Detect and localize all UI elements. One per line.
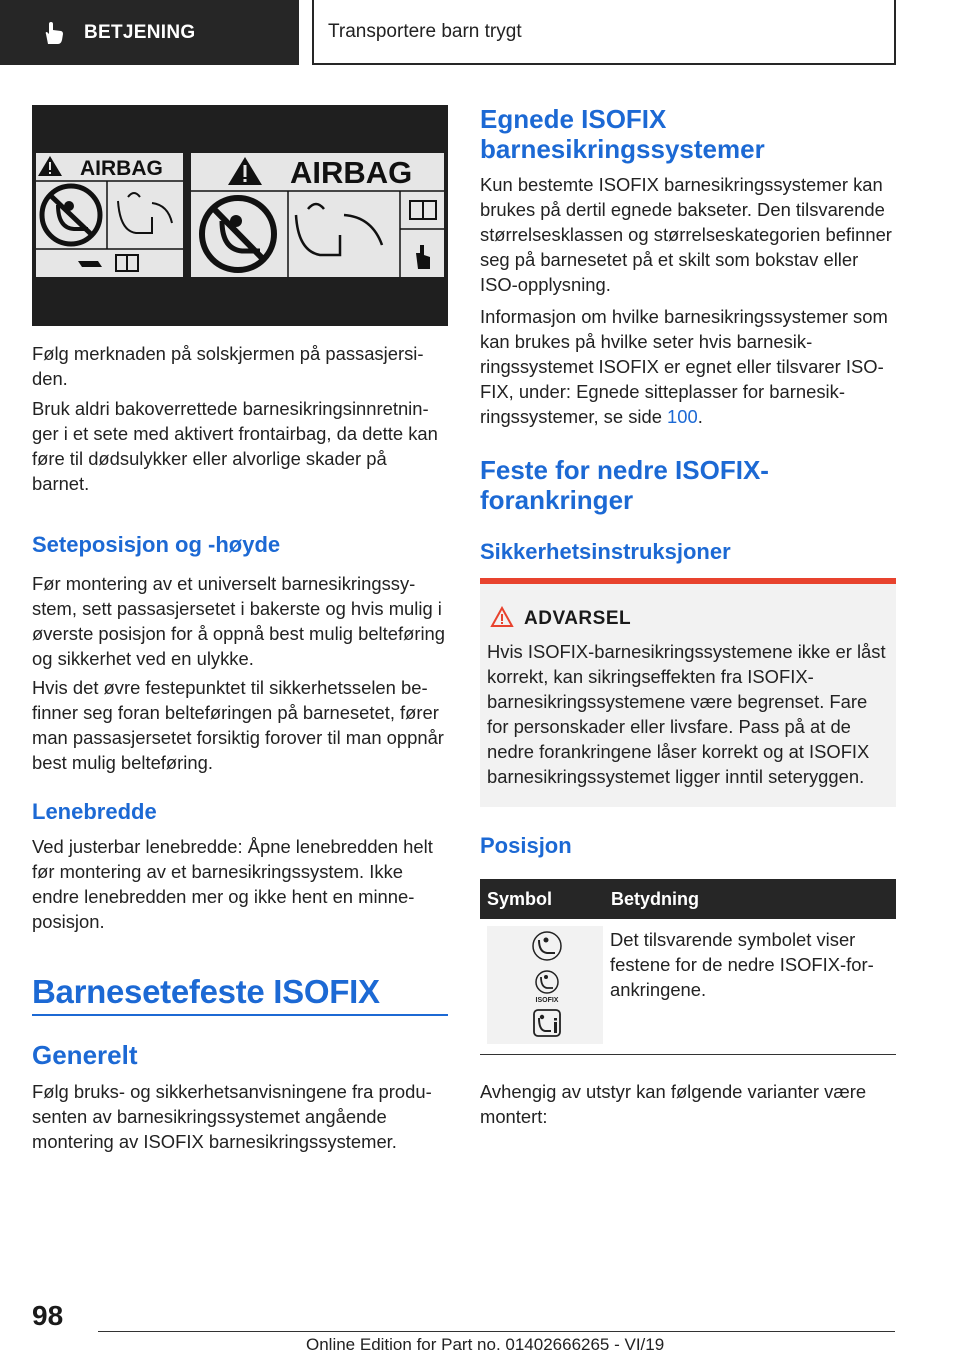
paragraph (480, 304, 896, 429)
paragraph: Følg bruks- og sikkerhetsanvisningene fra produsenten av barnesikringssystemet angående montering av ISOFIX barnesikringssystemer. (32, 1081, 432, 1152)
heading-line: Egnede ISOFIX (480, 104, 667, 134)
column-header-symbol: Symbol (487, 889, 553, 909)
footer-rule (98, 1331, 895, 1332)
no-rear-facing-seat-icon (42, 186, 100, 244)
paragraph: Ved justerbar lenebredde: Åpne lenebredden helt før montering av et barnesikringssystem. Ikke endre lenebredden mer og ikke hent en minne-posisjon. (32, 836, 433, 932)
warning-box (480, 578, 896, 807)
isofix-anchor-icon (536, 971, 559, 1004)
isofix-caption: ISOFIX (535, 997, 559, 1004)
section-label: BETJENING (84, 21, 196, 43)
paragraph-text: Informasjon om hvilke barnesikringssystemer som kan brukes på hvilke seter hvis barnesikringssystemet ISOFIX er egnet eller tilsvarer ISOFIX, under: Egnede sitteplasser for barnesikringssystemer, se side (480, 306, 888, 427)
paragraph: Avhengig av utstyr kan følgende varianter være montert: (480, 1081, 867, 1127)
section-tab[interactable] (0, 0, 299, 65)
table-header (480, 879, 896, 919)
paragraph: Bruk aldri bakoverrettede barnesikringsinnretninger i et sete med aktivert frontairbag, da dette kan føre til dødsulykker eller alvorlige skader på barnet. (32, 398, 438, 494)
heading-line: Feste for nedre ISOFIX- (480, 455, 769, 485)
main-heading-isofix: Barnesetefeste ISOFIX (32, 973, 380, 1010)
paragraph: Før montering av et universelt barnesikringssystem, sett passasjersetet i bakerste og hvis mulig i øverste posisjon for å oppnå best mulig belteføring og sikkerhet ved en ulykke. (32, 573, 445, 669)
paragraph: Følg merknaden på solskjermen på passasjersiden. (32, 343, 424, 389)
table-cell-meaning: Det tilsvarende symbolet viser festene for de nedre ISOFIX-forankringene. (610, 929, 874, 1000)
table-bottom-rule (480, 1054, 896, 1055)
subheading-safety: Sikkerhetsinstruksjoner (480, 539, 731, 564)
airbag-warning-label-image (32, 105, 448, 326)
page-number: 98 (32, 1300, 64, 1331)
subheading-backrest-width: Lenebredde (32, 799, 157, 824)
warning-triangle-icon (490, 606, 514, 628)
page-link[interactable]: 100 (667, 406, 698, 427)
subheading-seat-position: Seteposisjon og -høyde (32, 532, 281, 557)
isofix-anchor-icon (534, 1010, 560, 1036)
chapter-label: Transportere barn trygt (328, 20, 522, 42)
pointing-hand-icon (78, 261, 102, 267)
chapter-tab[interactable] (312, 0, 896, 65)
warning-text: Hvis ISOFIX-barnesikringssystemene ikke er låst korrekt, kan sikringseffekten fra ISOFIX-barnesikringssystemene være begrenset. Fare for personskader eller livsfare. Pass på at de nedre forankringene låser korrekt og at ISOFIX barnesikringssystemet ligger inntil seteryggen. (487, 641, 886, 787)
no-rear-facing-seat-large-icon (202, 198, 274, 270)
heading-lower-anchors (480, 455, 769, 515)
table-symbol-cell (487, 926, 603, 1044)
isofix-anchor-icon (533, 932, 561, 960)
paragraph-text: . (697, 406, 703, 427)
paragraph: Kun bestemte ISOFIX barnesikringssystemer kan brukes på dertil egnede bakseter. Den tilsvarende størrelsesklassen og størrelseskategorien befinner seg på barnesetet på et skilt som bokstav eller ISO-opplysning. (480, 174, 892, 295)
warning-title: ADVARSEL (524, 608, 632, 629)
airbag-text-large: AIRBAG (290, 155, 413, 190)
heading-general: Generelt (32, 1040, 138, 1070)
heading-line: barnesikringssystemer (480, 134, 765, 164)
subheading-position: Posisjon (480, 833, 572, 858)
heading-suitable-isofix (480, 104, 765, 164)
paragraph: Hvis det øvre festepunktet til sikkerhetsselen befinner seg foran belteføringen på barnesetet, fører man passasjersetet forsiktig forover til man oppnår best mulig belteføring. (32, 677, 444, 773)
airbag-text-small: AIRBAG (80, 157, 163, 180)
hand-pointer-icon (40, 20, 66, 46)
footer-edition: Online Edition for Part no. 01402666265 - VI/19 (306, 1335, 665, 1354)
column-header-meaning: Betydning (611, 889, 699, 909)
heading-line: forankringer (480, 485, 634, 515)
heading-rule (32, 1014, 448, 1016)
